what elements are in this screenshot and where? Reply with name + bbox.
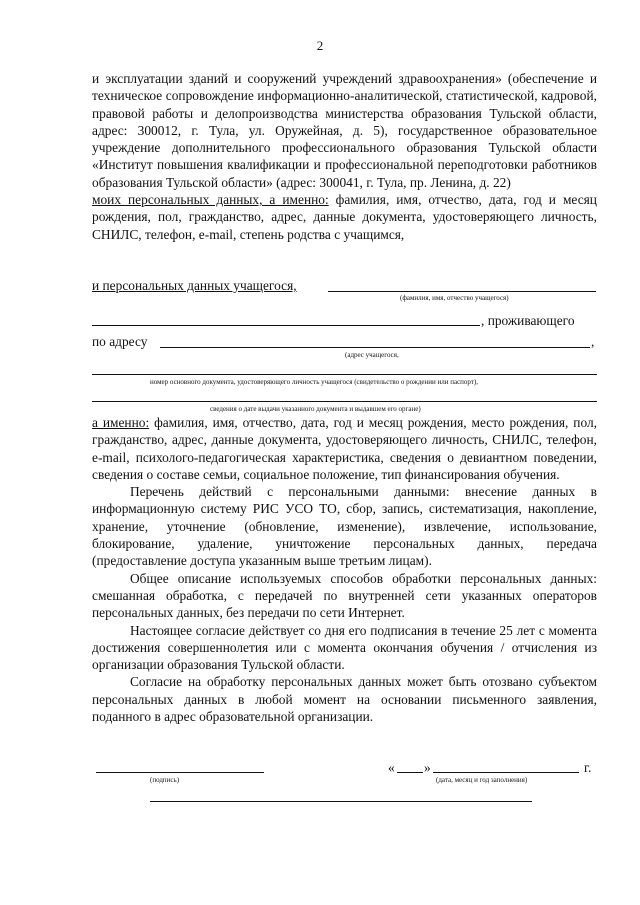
intro-paragraph: и эксплуатации зданий и сооружений учреждений здравоохранения» (обеспечение и техническое сопровождение информационно-аналитической, статистической, кадровой, правовой работы и делопроизводства министерства образования Тульской области, адрес: 300012, г. Тула, ул. Оружейная, д. 5), государственное образовательное учреждение дополнительного профессионального образования Тульской области «Институт повышения квалификации и профессиональной переподготовки работников образования Тульской области» (адрес: 300041, г. Тула, пр. Ленина, д. 22) [92,71,597,190]
my-data-text: фамилия, имя, отчество, дата, год и месяц рождения, пол, гражданство, адрес, данные документа, удостоверяющего личность, СНИЛС, телефон, e-mail, степень родства с учащимся, [92,192,597,242]
issue-line[interactable] [92,401,597,402]
date-open-quote: « [388,760,395,775]
student-fio-line[interactable] [328,291,596,292]
caption-document: номер основного документа, удостоверяющего личность учащегося (свидетельство о рождении или паспорт), [150,378,478,386]
address-line[interactable] [160,347,590,348]
consent-intro [92,70,597,243]
page-number: 2 [316,38,324,53]
student-fio-line-2[interactable] [92,325,480,326]
consent-body [92,414,597,725]
methods-paragraph: Общее описание используемых способов обработки персональных данных: смешанная обработка, с передачей по внутренней сети указанных операторов персональных данных, без передачи по сети Интернет. [92,570,597,621]
address-end: , [591,334,595,349]
caption-signature: (подпись) [150,776,180,784]
my-data-paragraph [92,191,597,243]
date-day-line[interactable] [397,772,423,773]
student-data-label: и персональных данных учащегося, [92,278,297,293]
caption-fio: (фамилия, имя, отчество учащегося) [400,294,509,302]
caption-date: (дата, месяц и год заполнения) [436,776,528,784]
year-suffix: г. [584,760,592,775]
my-data-lead: моих персональных данных, а именно: [92,192,329,208]
caption-issue: сведения о дате выдачи указанного документа и выдавшем его органе) [210,405,421,413]
actions-paragraph: Перечень действий с персональными данными: внесение данных в информационную систему РИС УСО ТО, сбор, запись, систематизация, накопление, хранение, уточнение (обновление, изменение), извлечение, использование, блокирование, удаление, уничтожение персональных данных, передача (предоставление доступа указанным выше третьим лицам). [92,484,597,569]
bottom-line[interactable] [150,801,532,802]
term-paragraph: Настоящее согласие действует со дня его подписания в течение 25 лет с момента достижения совершеннолетия или с момента окончания обучения / отчисления из организации образования Тульской области. [92,622,597,673]
student-data-paragraph [92,414,597,483]
document-line[interactable] [92,374,597,375]
signature-line[interactable] [96,772,264,773]
residing-label: , проживающего [481,313,575,328]
address-label: по адресу [92,334,148,349]
student-data-lead: а именно: [92,415,150,430]
revoke-paragraph: Согласие на обработку персональных данных может быть отозвано субъектом персональных данных в любой момент на основании письменного заявления, поданного в адрес образовательной организации. [92,674,597,725]
student-data-text: фамилия, имя, отчество, дата, год и месяц рождения, место рождения, пол, гражданство, адрес, данные документа, удостоверяющего личность, СНИЛС, телефон, e-mail, психолого-педагогическая характеристика, сведения о девиантном поведении, сведения о составе семьи, социальное положение, тип финансирования обучения. [92,415,597,482]
date-month-year-line[interactable] [433,772,579,773]
date-close-quote: » [424,760,431,775]
caption-address: (адрес учащегося, [345,351,399,359]
